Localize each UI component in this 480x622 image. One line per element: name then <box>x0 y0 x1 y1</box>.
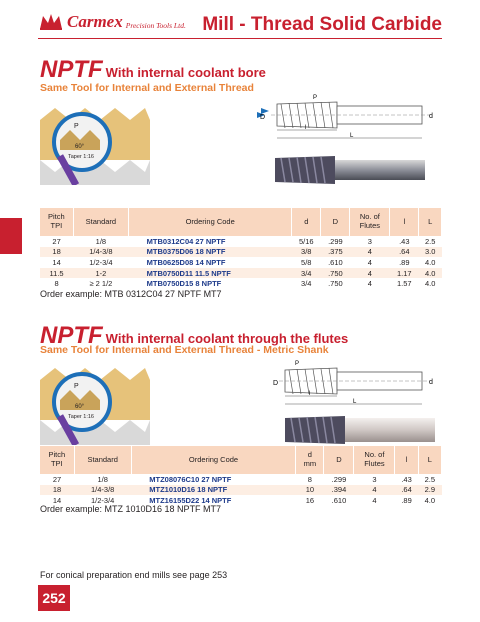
header-rule <box>38 38 442 39</box>
cell-L: 4.0 <box>419 278 442 289</box>
thread-profile-magnifier-icon <box>40 100 150 185</box>
table2-col-L: L <box>418 446 441 474</box>
cell-flutes: 4 <box>350 278 390 289</box>
table-row <box>40 236 442 247</box>
diagram1-l-label: l <box>305 125 307 131</box>
table1-col-flutes: No. of Flutes <box>350 208 390 236</box>
table2-col-standard: Standard <box>74 446 131 474</box>
cell-l: 1.57 <box>390 278 419 289</box>
spec-table-1 <box>40 208 442 289</box>
cell-D: .610 <box>324 495 354 506</box>
cell-ordering-code: MTB0625D08 14 NPTF <box>129 257 292 268</box>
diagram1-L-label: L <box>350 133 354 139</box>
thumb-taper-label: Taper 1:16 <box>68 154 94 160</box>
cell-l: 1.17 <box>390 268 419 279</box>
chapter-tab <box>0 218 22 254</box>
brand-subtitle: Precision Tools Ltd. <box>125 20 186 30</box>
cell-flutes: 4 <box>350 257 390 268</box>
cell-flutes: 4 <box>350 247 390 258</box>
thumb2-pitch-label: P <box>74 383 79 390</box>
section1-subtitle: Same Tool for Internal and External Thread <box>40 82 254 94</box>
cell-pitch: 27 <box>40 474 74 485</box>
table-row <box>40 257 442 268</box>
spec-table-2 <box>40 446 442 506</box>
section2-title-main: NPTF <box>40 322 103 349</box>
cell-D: .394 <box>324 485 354 496</box>
table2-col-D: D <box>324 446 354 474</box>
cell-standard: 1/2-3/4 <box>73 257 128 268</box>
diagram2-P-label: P <box>295 361 300 367</box>
diagram1-P-label: P <box>313 95 318 101</box>
page-number: 252 <box>38 585 70 611</box>
cell-D: .610 <box>321 257 350 268</box>
table1-col-standard: Standard <box>73 208 128 236</box>
cell-standard: 1/8 <box>74 474 131 485</box>
cell-d: 16 <box>296 495 324 506</box>
cell-flutes: 4 <box>354 485 395 496</box>
diagram1-d-label: d <box>429 113 433 120</box>
cell-pitch: 18 <box>40 247 73 258</box>
diagram2-d-label: d <box>429 379 433 386</box>
cell-ordering-code: MTB0750D11 11.5 NPTF <box>129 268 292 279</box>
cell-L: 4.0 <box>419 268 442 279</box>
cell-l: .89 <box>395 495 418 506</box>
diagram1-D-label: D <box>260 114 266 121</box>
table1-col-d: d <box>292 208 321 236</box>
cell-standard: 1/4-3/8 <box>74 485 131 496</box>
table-row <box>40 485 442 496</box>
section2-order-example: Order example: MTZ 1010D16 18 NPTF MT7 <box>40 504 222 514</box>
diagram2-L-label: L <box>353 399 357 405</box>
cell-d: 8 <box>296 474 324 485</box>
table2-col-l: l <box>395 446 418 474</box>
cell-ordering-code: MTB0750D15 8 NPTF <box>129 278 292 289</box>
table1-col-pitch: Pitch TPI <box>40 208 73 236</box>
cell-ordering-code: MTZ08076C10 27 NPTF <box>131 474 296 485</box>
thumb-angle-label: 60° <box>75 144 85 150</box>
section1-title-main: NPTF <box>40 56 103 83</box>
section1-title <box>40 56 266 84</box>
diagram2-l-label: l <box>309 391 311 397</box>
table-row <box>40 247 442 258</box>
cell-D: .299 <box>324 474 354 485</box>
cell-l: .89 <box>390 257 419 268</box>
page-title: Mill - Thread Solid Carbide <box>202 14 442 35</box>
cell-l: .43 <box>390 236 419 247</box>
table1-col-ordering-code: Ordering Code <box>129 208 292 236</box>
cell-flutes: 4 <box>354 495 395 506</box>
cell-pitch: 11.5 <box>40 268 73 279</box>
cell-D: .750 <box>321 278 350 289</box>
cell-flutes: 3 <box>350 236 390 247</box>
cell-l: .64 <box>395 485 418 496</box>
cell-pitch: 8 <box>40 278 73 289</box>
cell-standard: 1/4-3/8 <box>73 247 128 258</box>
cell-pitch: 27 <box>40 236 73 247</box>
cell-L: 4.0 <box>419 257 442 268</box>
cell-d: 5/16 <box>292 236 321 247</box>
table2-col-pitch: Pitch TPI <box>40 446 74 474</box>
table-row <box>40 278 442 289</box>
section2-subtitle: Same Tool for Internal and External Thread - Metric Shank <box>40 344 329 356</box>
cell-d: 10 <box>296 485 324 496</box>
table2-header-row <box>40 446 442 474</box>
cell-standard: 1-2 <box>73 268 128 279</box>
carmex-logo <box>38 12 186 32</box>
cell-ordering-code: MTB0375D06 18 NPTF <box>129 247 292 258</box>
section2-title-rest: With internal coolant through the flutes <box>105 331 349 346</box>
table-row <box>40 474 442 485</box>
cell-pitch: 14 <box>40 495 74 506</box>
section1-order-example: Order example: MTB 0312C04 27 NPTF MT7 <box>40 289 222 299</box>
cell-flutes: 3 <box>354 474 395 485</box>
section1-title-rest: With internal coolant bore <box>105 65 266 80</box>
cell-l: .43 <box>395 474 418 485</box>
cell-D: .750 <box>321 268 350 279</box>
cell-D: .375 <box>321 247 350 258</box>
tool-dimension-diagram-2 <box>265 358 440 410</box>
table1-header-row <box>40 208 442 236</box>
cell-ordering-code: MTZ16155D22 14 NPTF <box>131 495 296 506</box>
cell-ordering-code: MTB0312C04 27 NPTF <box>129 236 292 247</box>
table1-col-L: L <box>419 208 442 236</box>
thread-profile-magnifier-icon-2 <box>40 360 150 445</box>
thumb-pitch-label: P <box>74 123 79 130</box>
carmex-crown-icon <box>38 13 64 31</box>
cell-L: 3.0 <box>419 247 442 258</box>
cell-D: .299 <box>321 236 350 247</box>
table2-col-d: d mm <box>296 446 324 474</box>
cell-d: 5/8 <box>292 257 321 268</box>
page-header <box>38 10 442 40</box>
cell-L: 2.5 <box>419 236 442 247</box>
thumb2-taper-label: Taper 1:16 <box>68 414 94 420</box>
table2-col-ordering-code: Ordering Code <box>131 446 296 474</box>
cell-standard: 1/2-3/4 <box>74 495 131 506</box>
cell-L: 2.5 <box>418 474 441 485</box>
brand-name: Carmex <box>67 12 123 31</box>
cell-pitch: 14 <box>40 257 73 268</box>
cell-d: 3/8 <box>292 247 321 258</box>
table-row <box>40 268 442 279</box>
table2-col-flutes: No. of Flutes <box>354 446 395 474</box>
cell-ordering-code: MTZ1010D16 18 NPTF <box>131 485 296 496</box>
tool-photo-1 <box>275 150 425 190</box>
cell-standard: 1/8 <box>73 236 128 247</box>
cell-L: 4.0 <box>418 495 441 506</box>
diagram2-D-label: D <box>273 380 279 387</box>
thumb2-angle-label: 60° <box>75 404 85 410</box>
cell-standard: ≥ 2 1/2 <box>73 278 128 289</box>
tool-dimension-diagram-1 <box>255 92 440 144</box>
cell-pitch: 18 <box>40 485 74 496</box>
footer-note: For conical preparation end mills see page 253 <box>40 570 228 580</box>
cell-l: .64 <box>390 247 419 258</box>
table1-col-D: D <box>321 208 350 236</box>
cell-flutes: 4 <box>350 268 390 279</box>
tool-photo-2 <box>285 410 435 450</box>
cell-L: 2.9 <box>418 485 441 496</box>
table1-col-l: l <box>390 208 419 236</box>
cell-d: 3/4 <box>292 268 321 279</box>
cell-d: 3/4 <box>292 278 321 289</box>
